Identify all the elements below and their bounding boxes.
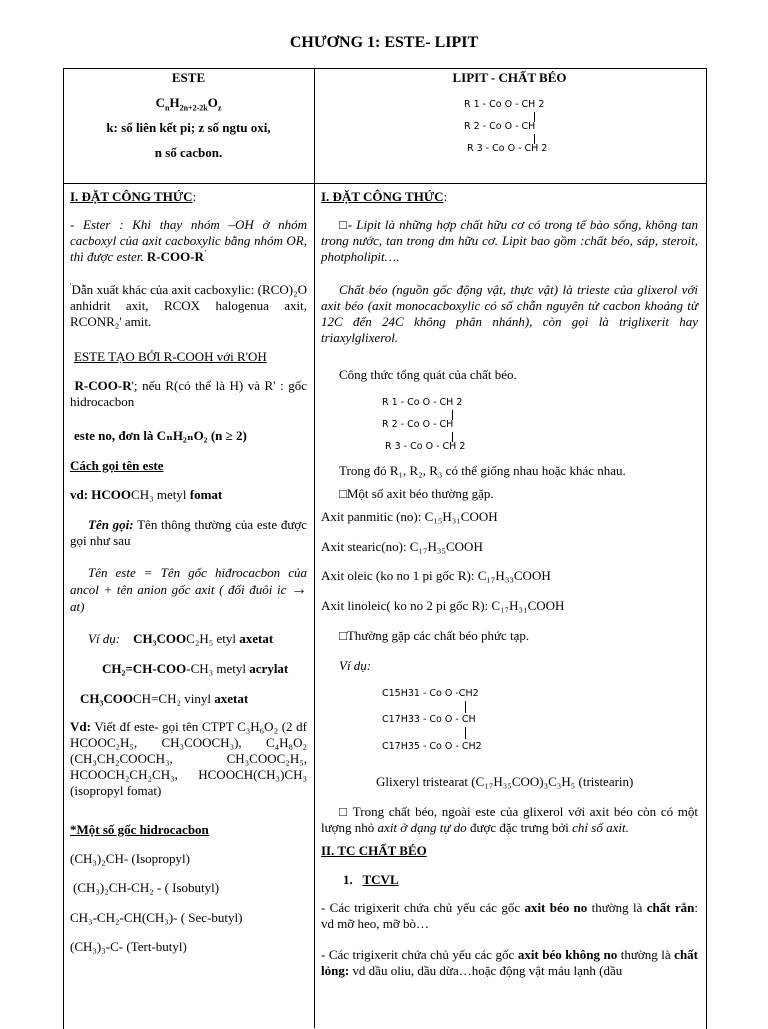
isomer-exercise: Vd: Viết đf este- gọi tên CTPT C₃H₆O₂ (2 df HCOOC₂H₅, CH₃COOCH₃), C₄H₈O₂ (CH₃CH₂COOCH₃, CH₃COOC₂H₅, HCOOCH₂CH₂CH₃, HCOOCH(CH₃)CH₃ (isopropyl fomat) xyxy=(70,719,308,798)
example-vinyl-acetate: CH₃COOCH=CH₂ vinyl axetat xyxy=(80,691,249,706)
right-section-heading: I. ĐẶT CÔNG THỨC: xyxy=(321,189,448,204)
naming-heading: Cách gọi tên este xyxy=(70,458,164,473)
acid-linoleic: Axit linoleic( ko no 2 pi gốc R): C₁₇H₃₁COOH xyxy=(321,598,565,613)
hc-tert-butyl: (CH₃)₃-C- (Tert-butyl) xyxy=(70,939,187,954)
ester-definition: - Ester : Khi thay nhóm –OH ở nhóm cacboxyl của axit cacboxylic bằng nhóm OR, thì được ester. R-COO-R' xyxy=(70,217,307,264)
n-definition: n số cacbon. xyxy=(154,144,223,160)
left-section-heading: I. ĐẶT CÔNG THỨC: xyxy=(70,189,197,204)
example-label: Ví dụ: xyxy=(339,658,372,673)
page-title: CHƯƠNG 1: ESTE- LIPIT xyxy=(289,34,479,51)
common-name: Tên gọi: Tên thông thường của este được gọi như sau xyxy=(70,517,308,548)
k-definition: k: số liên kết pi; z số ngtu oxi, xyxy=(106,119,271,135)
fat-definition: Chất béo (nguồn gốc động vật, thực vật) là trieste của glixerol với axit béo (axit monocacboxylic có số chẵn nguyên tử cacbon khoảng từ 12C đến 24C không phân nhánh), còn gọi là triglixerit hay triaxylglixerol. xyxy=(321,282,698,345)
formula-row-3: R 3 - Co O - CH 2 xyxy=(467,143,548,154)
formula-row-2: R 2 - Co O - CH xyxy=(464,121,536,132)
hc-sec-butyl: CH₃-CH₂-CH(CH₃)- ( Sec-butyl) xyxy=(70,910,243,925)
acid-stearic: Axit stearic(no): C₁₇H₃₅COOH xyxy=(321,539,483,554)
formula-row-2: C17H33 - Co O - CH xyxy=(382,714,476,725)
header-left-title: ESTE xyxy=(171,70,206,85)
physical-props-heading: 1. TCVL xyxy=(343,872,399,887)
free-acid-note: □ Trong chất béo, ngoài este của glixerol với axit béo còn có một lượng nhỏ axit ở dạng tự do được đặc trưng bởi chỉ số axit. xyxy=(321,804,698,835)
unsaturated-fats: - Các trigixerit chứa chủ yếu các gốc axit béo không no thường là chất lỏng: vd dầu oliu, dầu dừa…hoặc động vật máu lạnh (dầu xyxy=(321,947,699,978)
tristearin-name: Glixeryl tristearat (C₁₇H₃₅COO)₃C₃H₅ (tristearin) xyxy=(376,774,634,789)
hc-isobutyl: (CH₃)₂CH-CH₂ - ( Isobutyl) xyxy=(73,880,220,895)
header-divider xyxy=(63,183,706,184)
formula-bond xyxy=(465,727,466,739)
acid-oleic: Axit oleic (ko no 1 pi gốc R): C₁₇H₃₃COOH xyxy=(321,568,551,583)
formula-bond xyxy=(465,701,466,713)
bullet-icon: □ xyxy=(339,804,349,819)
ester-general: R-COO-R'; nếu R(có thể là H) và R' : gốc hidrocacbon xyxy=(70,378,307,409)
body-triglyceride-formula xyxy=(382,398,482,458)
bullet-icon: □ xyxy=(339,628,347,643)
header-left xyxy=(70,70,307,162)
hydrocarbon-heading: *Một số gốc hidrocacbon xyxy=(70,822,209,837)
r-groups-note: Trong đó R₁, R₂, R₃ có thể giống nhau hoặc khác nhau. xyxy=(339,463,626,478)
formula-row-1: R 1 - Co O - CH 2 xyxy=(464,99,545,110)
lipid-definition: □- Lipit là những hợp chất hữu cơ có trong tế bào sống, không tan trong nước, tan trong dm hữu cơ. Lipit bao gồm :chất béo, sáp, steroit, photpholipit…. xyxy=(321,217,698,264)
ester-from-acid: ESTE TẠO BỞI R-COOH với R'OH xyxy=(74,349,267,364)
column-divider xyxy=(314,68,315,1028)
formula-row-2: R 2 - Co O - CH xyxy=(382,419,454,430)
hc-isopropyl: (CH₃)₂CH- (Isopropyl) xyxy=(70,851,190,866)
header-triglyceride-formula xyxy=(464,100,564,160)
naming-example: vd: HCOOCH₃ metyl fomat xyxy=(70,487,223,502)
general-formula-label: Công thức tổng quát của chất béo. xyxy=(339,367,517,382)
header-right-title: LIPIT - CHẤT BÉO xyxy=(452,70,567,85)
fatty-acids-heading: □Một số axit béo thường gặp. xyxy=(339,486,494,501)
complex-fats: □Thường gặp các chất béo phức tạp. xyxy=(339,628,530,643)
formula-row-3: C17H35 - Co O - CH2 xyxy=(382,741,482,752)
formula-row-1: R 1 - Co O - CH 2 xyxy=(382,397,463,408)
formula-row-3: R 3 - Co O - CH 2 xyxy=(385,441,466,452)
bullet-icon: □ xyxy=(339,217,348,232)
example-ethyl-acetate: Ví dụ: CH₃COOC₂H₅ etyl axetat xyxy=(88,631,274,646)
tristearin-formula xyxy=(382,688,492,752)
general-formula: $C_nH_{2n+2-2k}O_z$ xyxy=(155,94,222,113)
bullet-icon: □ xyxy=(339,486,347,501)
systematic-name: Tên este = Tên gốc hiđrocacbon của ancol + tên anion gốc axit ( đổi đuôi ic → at) xyxy=(70,565,307,614)
formula-row-1: C15H31 - Co O -CH2 xyxy=(382,688,479,699)
saturated-fats: - Các trigixerit chứa chủ yếu các gốc axit béo no thường là chất rắn: vd mỡ heo, mỡ bò… xyxy=(321,900,699,931)
derivatives-text: 'Dẫn xuất khác của axit cacboxylic: (RCO)₂O anhidrit axit, RCOX halogenua axit, RCONR₂' amit. xyxy=(70,281,307,329)
acid-palmitic: Axit panmitic (no): C₁₅H₃₁COOH xyxy=(321,509,498,524)
properties-heading: II. TC CHẤT BÉO xyxy=(321,843,427,858)
example-methyl-acrylate: CH₂=CH-COO-CH₃ metyl acrylat xyxy=(102,661,289,676)
saturated-ester: este no, đơn là CₙH₂ₙO₂ (n ≥ 2) xyxy=(74,428,247,443)
arrow-icon: → xyxy=(291,581,307,598)
